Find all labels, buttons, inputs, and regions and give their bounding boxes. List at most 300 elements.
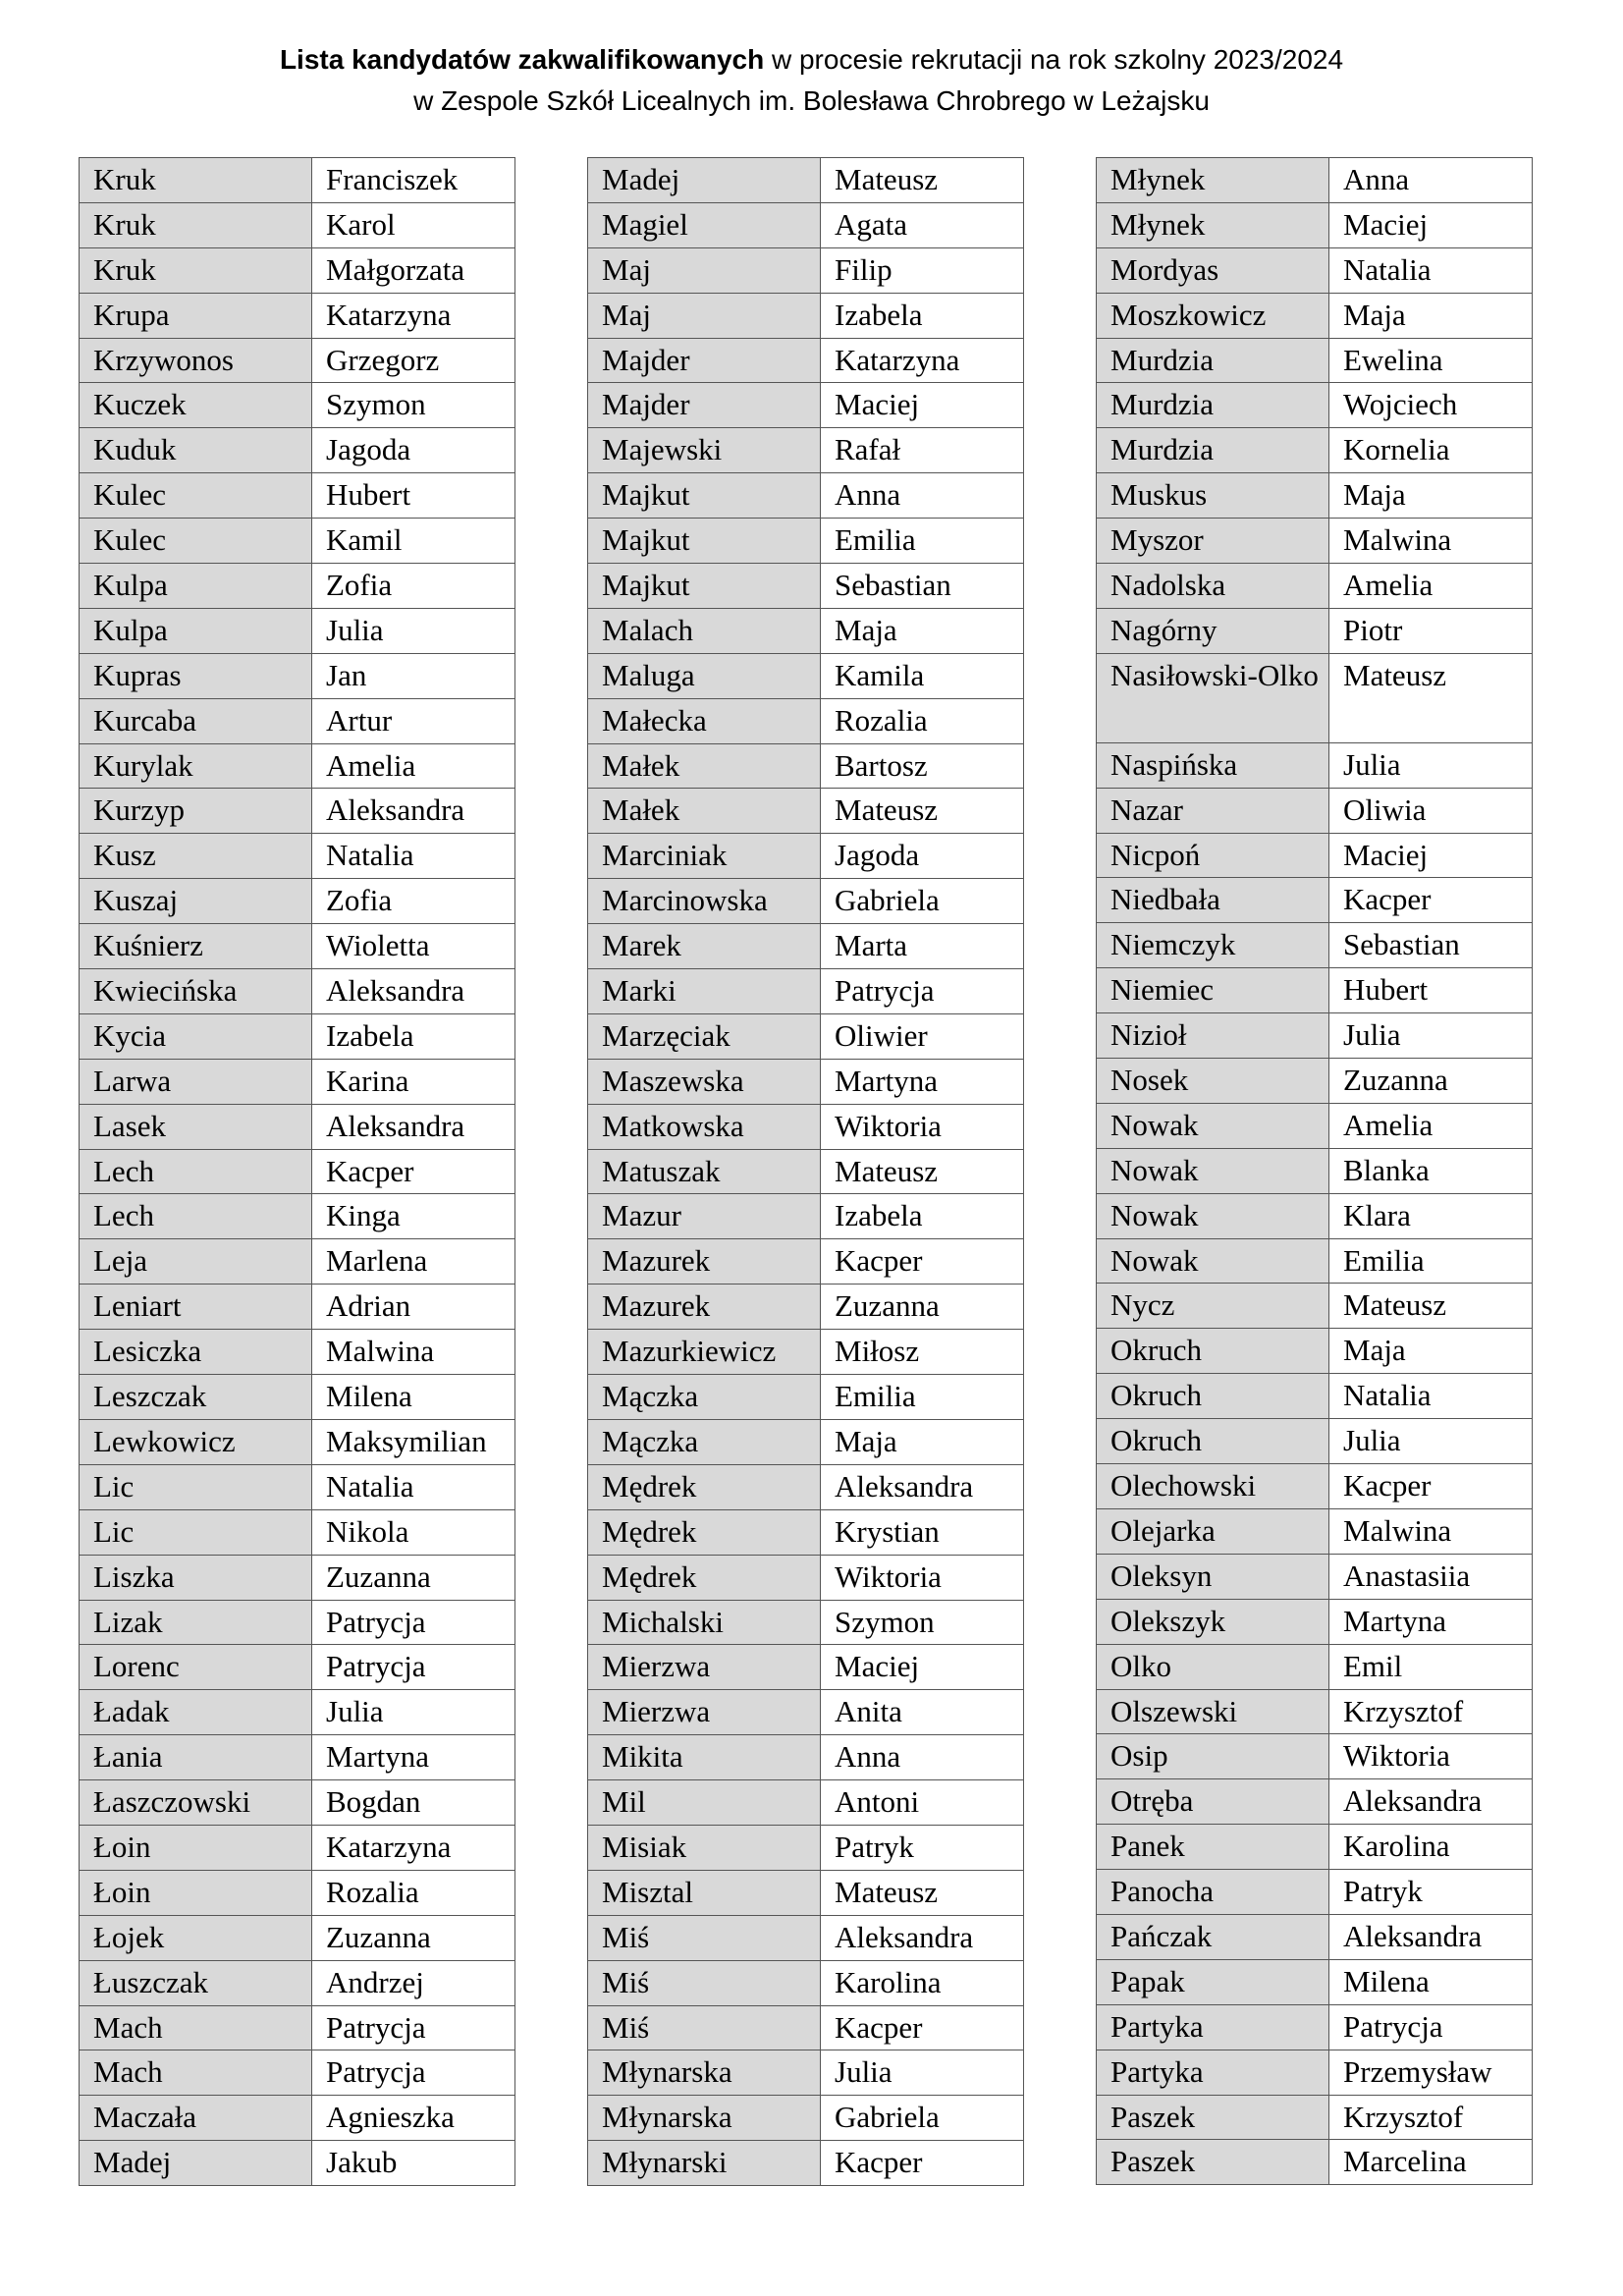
table-row <box>588 879 1024 924</box>
table-row <box>80 1509 515 1555</box>
surname-cell: Madej <box>588 158 821 203</box>
firstname-cell: Milena <box>312 1375 515 1420</box>
table-row <box>1097 833 1533 878</box>
table-row <box>1097 2004 1533 2050</box>
table-row <box>80 1870 515 1915</box>
firstname-cell: Kinga <box>312 1194 515 1239</box>
surname-cell: Maczała <box>80 2096 312 2141</box>
surname-cell: Lasek <box>80 1104 312 1149</box>
table-row <box>588 1239 1024 1285</box>
table-row <box>80 2141 515 2186</box>
table-row <box>588 383 1024 428</box>
table-row <box>588 202 1024 247</box>
surname-cell: Marciniak <box>588 834 821 879</box>
firstname-cell: Patrycja <box>312 2005 515 2050</box>
table-row <box>588 1419 1024 1464</box>
surname-cell: Majewski <box>588 428 821 473</box>
surname-cell: Majkut <box>588 473 821 519</box>
firstname-cell: Maciej <box>1329 202 1533 247</box>
surname-cell: Mazurkiewicz <box>588 1330 821 1375</box>
firstname-cell: Patrycja <box>312 2050 515 2096</box>
firstname-cell: Katarzyna <box>821 338 1024 383</box>
firstname-cell: Karolina <box>1329 1825 1533 1870</box>
firstname-cell: Aleksandra <box>312 789 515 834</box>
table-row <box>588 1194 1024 1239</box>
surname-cell: Okruch <box>1097 1329 1329 1374</box>
surname-cell: Murdzia <box>1097 428 1329 473</box>
firstname-cell: Natalia <box>312 1464 515 1509</box>
table-row <box>588 1690 1024 1735</box>
title-line-2: w Zespole Szkół Licealnych im. Bolesława Chrobrego w Leżajsku <box>413 85 1210 116</box>
firstname-cell: Zuzanna <box>312 1915 515 1960</box>
surname-cell: Osip <box>1097 1734 1329 1779</box>
firstname-cell: Martyna <box>1329 1599 1533 1644</box>
surname-cell: Papak <box>1097 1959 1329 2004</box>
surname-cell: Niedbała <box>1097 878 1329 923</box>
surname-cell: Maj <box>588 293 821 338</box>
surname-cell: Mazurek <box>588 1239 821 1285</box>
table-row <box>80 834 515 879</box>
table-row <box>588 1960 1024 2005</box>
surname-cell: Lesiczka <box>80 1330 312 1375</box>
table-row <box>80 1149 515 1194</box>
firstname-cell: Szymon <box>312 383 515 428</box>
table-row <box>588 1600 1024 1645</box>
table-row <box>80 1735 515 1780</box>
table-row <box>80 789 515 834</box>
table-row <box>80 202 515 247</box>
firstname-cell: Malwina <box>1329 519 1533 564</box>
firstname-cell: Anna <box>821 1735 1024 1780</box>
surname-cell: Murdzia <box>1097 338 1329 383</box>
table-row <box>1097 2050 1533 2095</box>
surname-cell: Mil <box>588 1780 821 1826</box>
surname-cell: Nagórny <box>1097 608 1329 653</box>
table-row <box>1097 1238 1533 1284</box>
table-row <box>588 1825 1024 1870</box>
surname-cell: Nicpoń <box>1097 833 1329 878</box>
surname-cell: Leniart <box>80 1285 312 1330</box>
surname-cell: Młynek <box>1097 202 1329 247</box>
surname-cell: Olko <box>1097 1644 1329 1689</box>
table-row <box>1097 1599 1533 1644</box>
firstname-cell: Maja <box>1329 473 1533 519</box>
firstname-cell: Zuzanna <box>312 1555 515 1600</box>
surname-cell: Młynarska <box>588 2096 821 2141</box>
firstname-cell: Aleksandra <box>821 1915 1024 1960</box>
surname-cell: Kuczek <box>80 383 312 428</box>
surname-cell: Kruk <box>80 158 312 203</box>
firstname-cell: Gabriela <box>821 879 1024 924</box>
firstname-cell: Hubert <box>1329 968 1533 1013</box>
firstname-cell: Oliwia <box>1329 788 1533 833</box>
table-row <box>80 383 515 428</box>
firstname-cell: Mateusz <box>821 1149 1024 1194</box>
table-row <box>80 428 515 473</box>
table-row <box>1097 1689 1533 1734</box>
surname-cell: Pańczak <box>1097 1914 1329 1959</box>
firstname-cell: Kornelia <box>1329 428 1533 473</box>
firstname-cell: Sebastian <box>821 564 1024 609</box>
surname-cell: Kuśnierz <box>80 924 312 969</box>
surname-cell: Krupa <box>80 293 312 338</box>
firstname-cell: Karolina <box>821 1960 1024 2005</box>
table-row <box>80 473 515 519</box>
surname-cell: Misztal <box>588 1870 821 1915</box>
firstname-cell: Mateusz <box>821 1870 1024 1915</box>
table-row <box>588 1555 1024 1600</box>
surname-cell: Młynarski <box>588 2141 821 2186</box>
firstname-cell: Wojciech <box>1329 383 1533 428</box>
firstname-cell: Maja <box>821 1419 1024 1464</box>
firstname-cell: Klara <box>1329 1193 1533 1238</box>
firstname-cell: Patryk <box>821 1825 1024 1870</box>
surname-cell: Matkowska <box>588 1104 821 1149</box>
surname-cell: Marek <box>588 924 821 969</box>
table-row <box>1097 473 1533 519</box>
table-row <box>588 834 1024 879</box>
table-row <box>80 293 515 338</box>
table-row <box>80 1600 515 1645</box>
firstname-cell: Karol <box>312 202 515 247</box>
firstname-cell: Julia <box>1329 742 1533 788</box>
table-row <box>1097 1644 1533 1689</box>
surname-cell: Małek <box>588 789 821 834</box>
surname-cell: Małecka <box>588 698 821 743</box>
table-row <box>80 1104 515 1149</box>
table-row <box>1097 383 1533 428</box>
table-row <box>1097 1779 1533 1825</box>
table-row <box>1097 1013 1533 1059</box>
surname-cell: Okruch <box>1097 1374 1329 1419</box>
surname-cell: Okruch <box>1097 1419 1329 1464</box>
title-rest: w procesie rekrutacji na rok szkolny 2023/2024 <box>764 44 1344 75</box>
firstname-cell: Aleksandra <box>312 1104 515 1149</box>
table-row <box>80 1690 515 1735</box>
surname-cell: Oleksyn <box>1097 1554 1329 1599</box>
table-row <box>588 1285 1024 1330</box>
firstname-cell: Marcelina <box>1329 2140 1533 2185</box>
table-row <box>588 338 1024 383</box>
candidates-table-column-2 <box>587 157 1024 2186</box>
table-row <box>80 247 515 293</box>
table-row <box>588 2141 1024 2186</box>
firstname-cell: Natalia <box>1329 247 1533 293</box>
firstname-cell: Amelia <box>1329 1103 1533 1148</box>
table-row <box>80 2005 515 2050</box>
firstname-cell: Franciszek <box>312 158 515 203</box>
firstname-cell: Oliwier <box>821 1013 1024 1059</box>
surname-cell: Marki <box>588 969 821 1014</box>
surname-cell: Mach <box>80 2050 312 2096</box>
table-row <box>1097 1329 1533 1374</box>
table-row <box>1097 564 1533 609</box>
table-row <box>80 1285 515 1330</box>
table-row <box>588 519 1024 564</box>
firstname-cell: Mateusz <box>1329 1284 1533 1329</box>
firstname-cell: Adrian <box>312 1285 515 1330</box>
surname-cell: Kycia <box>80 1013 312 1059</box>
table-row <box>588 1149 1024 1194</box>
firstname-cell: Aleksandra <box>1329 1914 1533 1959</box>
surname-cell: Maj <box>588 247 821 293</box>
firstname-cell: Maja <box>1329 293 1533 338</box>
firstname-cell: Natalia <box>1329 1374 1533 1419</box>
surname-cell: Naspińska <box>1097 742 1329 788</box>
table-row <box>1097 519 1533 564</box>
table-row <box>1097 428 1533 473</box>
firstname-cell: Maciej <box>1329 833 1533 878</box>
firstname-cell: Hubert <box>312 473 515 519</box>
firstname-cell: Mateusz <box>1329 653 1533 742</box>
surname-cell: Kulec <box>80 519 312 564</box>
table-row <box>1097 788 1533 833</box>
table-row <box>1097 293 1533 338</box>
surname-cell: Nowak <box>1097 1193 1329 1238</box>
firstname-cell: Aleksandra <box>821 1464 1024 1509</box>
surname-cell: Maszewska <box>588 1059 821 1104</box>
table-row <box>80 698 515 743</box>
firstname-cell: Kacper <box>1329 1464 1533 1509</box>
surname-cell: Mączka <box>588 1375 821 1420</box>
firstname-cell: Emilia <box>821 1375 1024 1420</box>
surname-cell: Olszewski <box>1097 1689 1329 1734</box>
surname-cell: Miś <box>588 1915 821 1960</box>
firstname-cell: Julia <box>1329 1013 1533 1059</box>
table-row <box>80 743 515 789</box>
firstname-cell: Marlena <box>312 1239 515 1285</box>
table-row <box>588 1104 1024 1149</box>
firstname-cell: Kacper <box>821 2141 1024 2186</box>
firstname-cell: Julia <box>821 2050 1024 2096</box>
firstname-cell: Malwina <box>1329 1508 1533 1554</box>
surname-cell: Łania <box>80 1735 312 1780</box>
table-row <box>588 1645 1024 1690</box>
firstname-cell: Wioletta <box>312 924 515 969</box>
surname-cell: Kruk <box>80 202 312 247</box>
surname-cell: Panocha <box>1097 1870 1329 1915</box>
firstname-cell: Patrycja <box>312 1600 515 1645</box>
firstname-cell: Rozalia <box>312 1870 515 1915</box>
firstname-cell: Martyna <box>821 1059 1024 1104</box>
surname-cell: Otręba <box>1097 1779 1329 1825</box>
table-row <box>588 428 1024 473</box>
firstname-cell: Małgorzata <box>312 247 515 293</box>
table-row <box>588 924 1024 969</box>
table-row <box>80 2050 515 2096</box>
table-row <box>80 1645 515 1690</box>
firstname-cell: Jagoda <box>821 834 1024 879</box>
surname-cell: Nosek <box>1097 1059 1329 1104</box>
firstname-cell: Przemysław <box>1329 2050 1533 2095</box>
table-row <box>80 1825 515 1870</box>
firstname-cell: Andrzej <box>312 1960 515 2005</box>
table-row <box>1097 2095 1533 2140</box>
table-row <box>588 1464 1024 1509</box>
surname-cell: Nowak <box>1097 1148 1329 1193</box>
table-row <box>80 879 515 924</box>
surname-cell: Ładak <box>80 1690 312 1735</box>
table-row <box>588 473 1024 519</box>
firstname-cell: Natalia <box>312 834 515 879</box>
table-row <box>588 653 1024 698</box>
firstname-cell: Grzegorz <box>312 338 515 383</box>
table-row <box>1097 1148 1533 1193</box>
firstname-cell: Patrycja <box>1329 2004 1533 2050</box>
firstname-cell: Kamila <box>821 653 1024 698</box>
firstname-cell: Marta <box>821 924 1024 969</box>
surname-cell: Nazar <box>1097 788 1329 833</box>
table-row <box>588 1915 1024 1960</box>
firstname-cell: Izabela <box>312 1013 515 1059</box>
table-row <box>1097 1374 1533 1419</box>
table-row <box>588 1059 1024 1104</box>
table-row <box>588 158 1024 203</box>
table-row <box>1097 1825 1533 1870</box>
table-row <box>1097 1508 1533 1554</box>
surname-cell: Marzęciak <box>588 1013 821 1059</box>
surname-cell: Nycz <box>1097 1284 1329 1329</box>
table-row <box>80 969 515 1014</box>
surname-cell: Łojek <box>80 1915 312 1960</box>
firstname-cell: Szymon <box>821 1600 1024 1645</box>
firstname-cell: Agnieszka <box>312 2096 515 2141</box>
surname-cell: Młynarska <box>588 2050 821 2096</box>
table-row <box>80 1555 515 1600</box>
firstname-cell: Kacper <box>821 2005 1024 2050</box>
firstname-cell: Ewelina <box>1329 338 1533 383</box>
surname-cell: Kurcaba <box>80 698 312 743</box>
firstname-cell: Agata <box>821 202 1024 247</box>
surname-cell: Łuszczak <box>80 1960 312 2005</box>
surname-cell: Lech <box>80 1149 312 1194</box>
surname-cell: Mierzwa <box>588 1645 821 1690</box>
surname-cell: Leja <box>80 1239 312 1285</box>
table-row <box>588 608 1024 653</box>
surname-cell: Malach <box>588 608 821 653</box>
firstname-cell: Rozalia <box>821 698 1024 743</box>
firstname-cell: Miłosz <box>821 1330 1024 1375</box>
firstname-cell: Anita <box>821 1690 1024 1735</box>
table-row <box>80 1960 515 2005</box>
table-row <box>588 2096 1024 2141</box>
firstname-cell: Karina <box>312 1059 515 1104</box>
surname-cell: Kuszaj <box>80 879 312 924</box>
surname-cell: Mikita <box>588 1735 821 1780</box>
table-row <box>80 338 515 383</box>
surname-cell: Kupras <box>80 653 312 698</box>
table-row <box>1097 968 1533 1013</box>
table-row <box>588 564 1024 609</box>
surname-cell: Matuszak <box>588 1149 821 1194</box>
firstname-cell: Krzysztof <box>1329 2095 1533 2140</box>
table-row <box>1097 1734 1533 1779</box>
firstname-cell: Piotr <box>1329 608 1533 653</box>
surname-cell: Nadolska <box>1097 564 1329 609</box>
surname-cell: Lic <box>80 1509 312 1555</box>
table-row <box>80 1464 515 1509</box>
firstname-cell: Krystian <box>821 1509 1024 1555</box>
firstname-cell: Krzysztof <box>1329 1689 1533 1734</box>
firstname-cell: Aleksandra <box>1329 1779 1533 1825</box>
surname-cell: Miś <box>588 2005 821 2050</box>
table-row <box>588 1870 1024 1915</box>
surname-cell: Olechowski <box>1097 1464 1329 1509</box>
firstname-cell: Sebastian <box>1329 923 1533 968</box>
firstname-cell: Zofia <box>312 879 515 924</box>
surname-cell: Lewkowicz <box>80 1419 312 1464</box>
surname-cell: Majkut <box>588 519 821 564</box>
table-row <box>80 1330 515 1375</box>
surname-cell: Miś <box>588 1960 821 2005</box>
firstname-cell: Artur <box>312 698 515 743</box>
firstname-cell: Julia <box>312 1690 515 1735</box>
table-row <box>588 1013 1024 1059</box>
table-row <box>80 564 515 609</box>
surname-cell: Niemiec <box>1097 968 1329 1013</box>
firstname-cell: Emilia <box>821 519 1024 564</box>
surname-cell: Madej <box>80 2141 312 2186</box>
firstname-cell: Zuzanna <box>1329 1059 1533 1104</box>
table-row <box>588 1375 1024 1420</box>
surname-cell: Lorenc <box>80 1645 312 1690</box>
surname-cell: Majkut <box>588 564 821 609</box>
table-row <box>80 1419 515 1464</box>
surname-cell: Mierzwa <box>588 1690 821 1735</box>
firstname-cell: Kamil <box>312 519 515 564</box>
surname-cell: Panek <box>1097 1825 1329 1870</box>
firstname-cell: Gabriela <box>821 2096 1024 2141</box>
table-row <box>588 1330 1024 1375</box>
surname-cell: Olejarka <box>1097 1508 1329 1554</box>
firstname-cell: Julia <box>312 608 515 653</box>
table-row <box>1097 1419 1533 1464</box>
surname-cell: Majder <box>588 383 821 428</box>
candidates-table-column-1 <box>79 157 515 2186</box>
firstname-cell: Amelia <box>1329 564 1533 609</box>
table-row <box>588 293 1024 338</box>
table-row <box>1097 1914 1533 1959</box>
surname-cell: Lizak <box>80 1600 312 1645</box>
firstname-cell: Jakub <box>312 2141 515 2186</box>
table-row <box>588 1735 1024 1780</box>
firstname-cell: Wiktoria <box>821 1104 1024 1149</box>
surname-cell: Partyka <box>1097 2004 1329 2050</box>
firstname-cell: Rafał <box>821 428 1024 473</box>
surname-cell: Lic <box>80 1464 312 1509</box>
table-row <box>1097 608 1533 653</box>
firstname-cell: Emil <box>1329 1644 1533 1689</box>
surname-cell: Młynek <box>1097 158 1329 203</box>
table-row <box>1097 338 1533 383</box>
candidates-table-column-3 <box>1096 157 1533 2185</box>
table-row <box>588 743 1024 789</box>
surname-cell: Nowak <box>1097 1103 1329 1148</box>
table-row <box>1097 1554 1533 1599</box>
surname-cell: Partyka <box>1097 2050 1329 2095</box>
surname-cell: Nowak <box>1097 1238 1329 1284</box>
table-row <box>1097 202 1533 247</box>
table-row <box>1097 878 1533 923</box>
table-row <box>1097 1870 1533 1915</box>
firstname-cell: Malwina <box>312 1330 515 1375</box>
surname-cell: Kwiecińska <box>80 969 312 1014</box>
table-row <box>80 1194 515 1239</box>
table-row <box>1097 742 1533 788</box>
surname-cell: Mędrek <box>588 1509 821 1555</box>
surname-cell: Myszor <box>1097 519 1329 564</box>
surname-cell: Misiak <box>588 1825 821 1870</box>
